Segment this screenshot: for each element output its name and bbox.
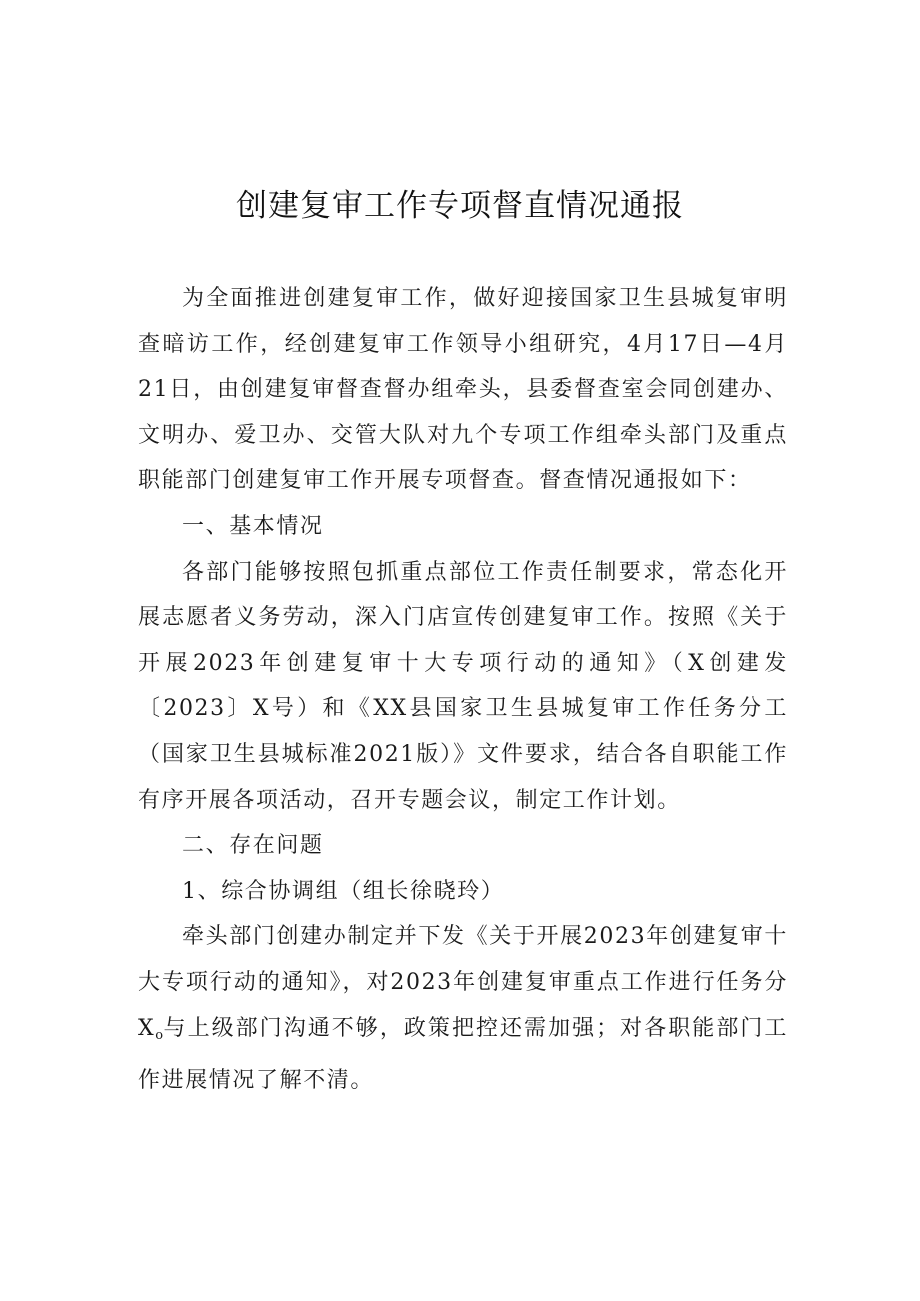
item-heading-coordination-group: 1、综合协调组（组长徐晓玲） [182, 878, 505, 904]
coordination-text-subscript: o [155, 1027, 164, 1043]
section-heading-problems: 二、存在问题 [182, 833, 324, 859]
coordination-group-paragraph [138, 914, 788, 1103]
document-title: 创建复审工作专项督直情况通报 [236, 188, 684, 224]
basic-situation-paragraph: 各部门能够按照包抓重点部位工作责任制要求，常态化开展志愿者义务劳动，深入门店宣传创建复审工作。按照《关于开展2023年创建复审十大专项行动的通知》（X创建发〔2023〕X号）和《XX县国家卫生县城复审工作任务分工（国家卫生县城标准2021版）》文件要求，结合各自职能工作有序开展各项活动，召开专题会议，制定工作计划。 [138, 559, 788, 813]
coordination-text-rest: 与上级部门沟通不够，政策把控还需加强；对各职能部门工作进展情况了解不清。 [138, 1015, 788, 1094]
intro-paragraph: 为全面推进创建复审工作，做好迎接国家卫生县城复审明查暗访工作，经创建复审工作领导小组研究，4月17日—4月21日，由创建复审督查督办组牵头，县委督查室会同创建办、文明办、爱卫办、交管大队对九个专项工作组牵头部门及重点职能部门创建复审工作开展专项督查。督查情况通报如下： [138, 286, 788, 494]
document-body [138, 276, 788, 1104]
coordination-text-main: 牵头部门创建办制定并下发《关于开展2023年创建复审十大专项行动的通知》，对2023年创建复审重点工作进行任务分X [138, 924, 788, 1041]
section-heading-basic: 一、基本情况 [182, 513, 324, 539]
